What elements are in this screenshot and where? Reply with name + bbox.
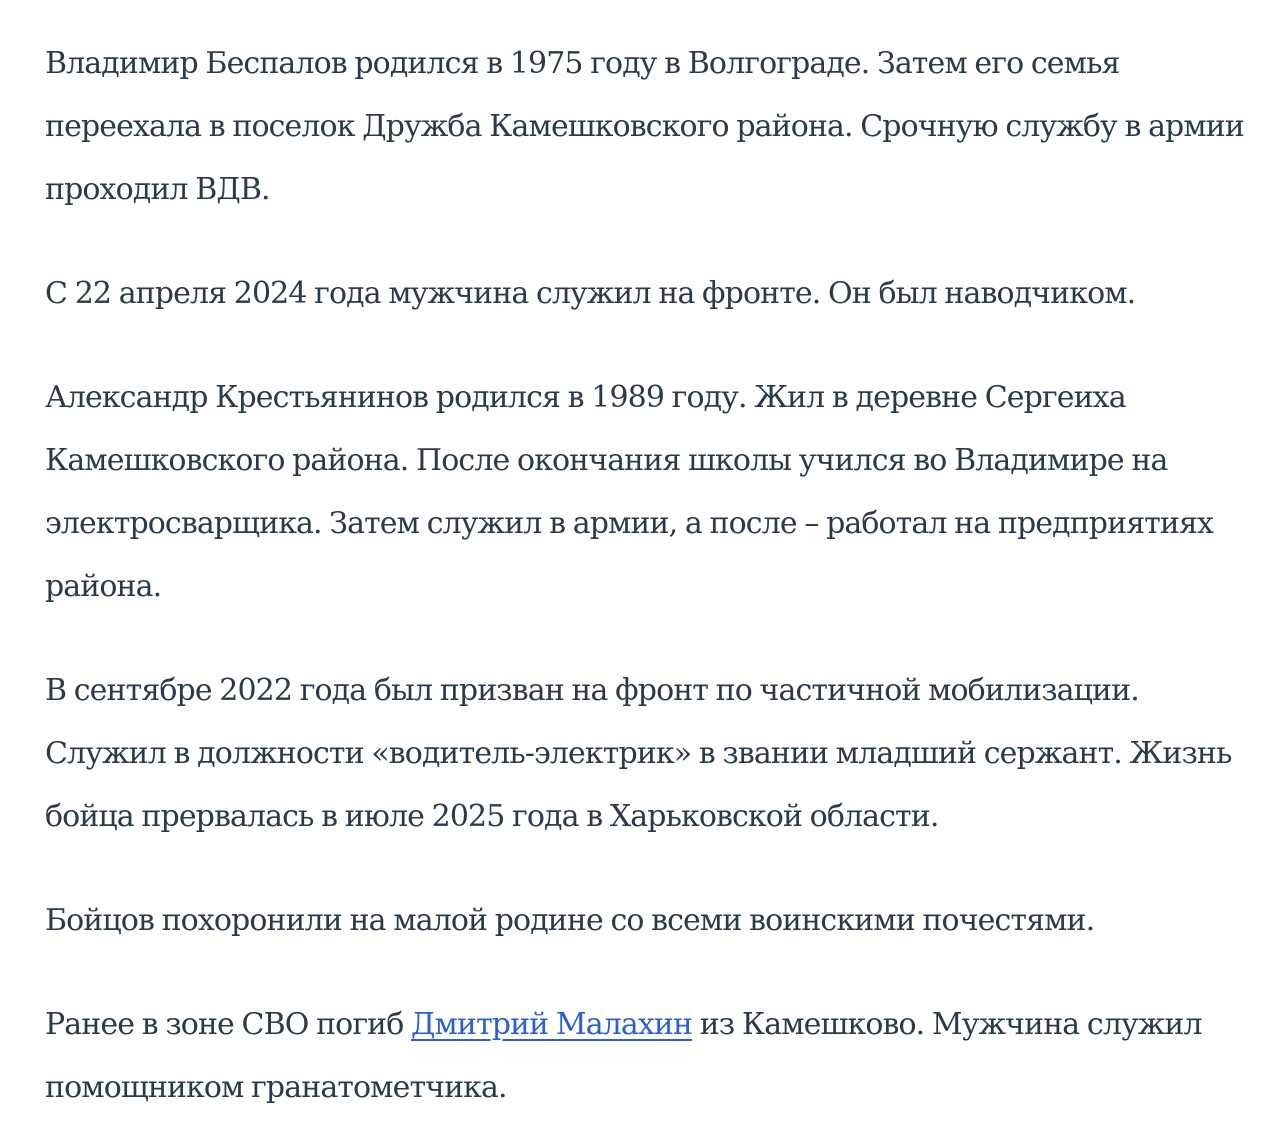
paragraph-krestyaninov-bio: Александр Крестьянинов родился в 1989 году. Жил в деревне Сергеиха Камешковского района. После окончания школы учился во Владимире на электросварщика. Затем служил в армии, а после – работал на предприятиях района. <box>45 380 1214 604</box>
paragraph-funeral: Бойцов похоронили на малой родине со всеми воинскими почестями. <box>45 903 1095 938</box>
previous-loss-text-after: из Камешково. Мужчина служил помощником гранатометчика. <box>45 1007 1202 1105</box>
paragraph-bespalov-bio: Владимир Беспалов родился в 1975 году в Волгограде. Затем его семья переехала в поселок Дружба Камешковского района. Срочную службу в армии проходил ВДВ. <box>45 46 1244 207</box>
paragraph-krestyaninov-service: В сентябре 2022 года был призван на фронт по частичной мобилизации. Служил в должности «водитель-электрик» в звании младший сержант. Жизнь бойца прервалась в июле 2025 года в Харьковской области. <box>45 673 1232 834</box>
paragraph-previous-loss <box>45 993 1245 1119</box>
dmitry-malakhin-link[interactable]: Дмитрий Малахин <box>411 1007 693 1042</box>
paragraph-bespalov-service: С 22 апреля 2024 года мужчина служил на фронте. Он был наводчиком. <box>45 276 1136 311</box>
article-body <box>45 32 1245 1119</box>
previous-loss-text-before: Ранее в зоне СВО погиб <box>45 1007 412 1042</box>
